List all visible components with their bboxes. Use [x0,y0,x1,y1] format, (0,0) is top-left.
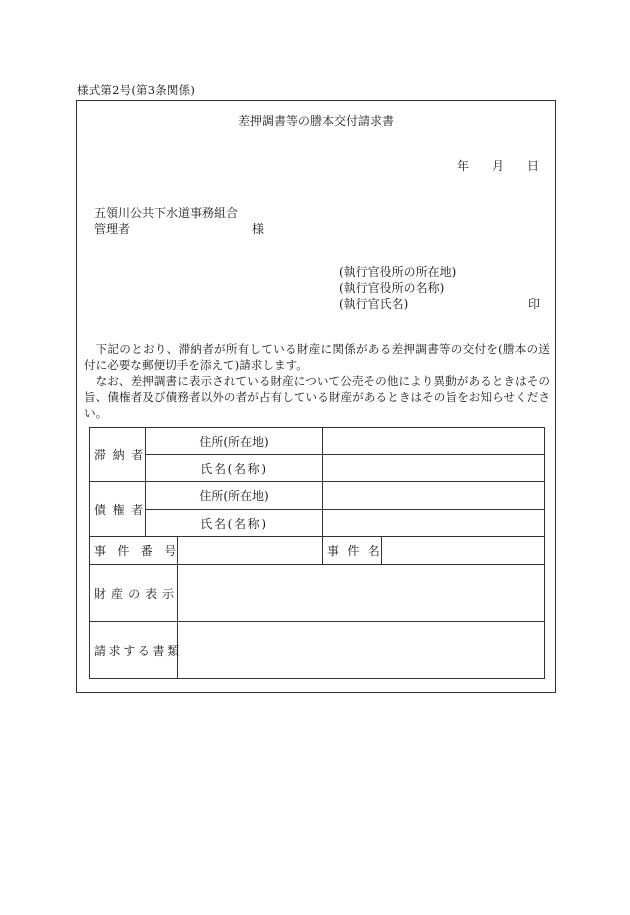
addressee-block [94,205,264,237]
delinquent-label: 滞納者 [90,428,146,482]
requested-documents-field[interactable] [178,622,545,679]
case-name-field[interactable] [382,537,545,565]
delinquent-name-label: 氏名(名称) [146,455,323,482]
creditor-address-field[interactable] [323,482,545,510]
form-number-label: 様式第2号(第3条関係) [77,83,196,97]
request-form-frame [76,100,556,693]
addressee-honorific: 様 [251,222,264,236]
case-number-label: 事件番号 [90,537,178,565]
table-row [90,565,545,622]
date-month-label: 月 [491,159,504,173]
delinquent-address-label: 住所(所在地) [146,428,323,455]
body-paragraph-2: なお、差押調書に表示されている財産について公売その他により異動があるときはその旨、債権者及び債務者以外の者が占有している財産があるときはその旨をお知らせください。 [84,374,550,420]
creditor-name-field[interactable] [323,510,545,537]
table-row [90,455,545,482]
date-line [457,157,539,174]
sender-office-name: (執行官役所の名称) [339,281,445,295]
addressee-manager-label: 管理者 [94,222,131,236]
property-display-field[interactable] [178,565,545,622]
table-row [90,510,545,537]
creditor-name-label: 氏名(名称) [146,510,323,537]
case-name-label: 事件名 [323,537,382,565]
sender-officer-line [339,296,540,312]
date-year-label: 年 [457,159,470,173]
sender-block [339,264,540,312]
table-row [90,428,545,455]
table-row [90,482,545,510]
seal-mark: 印 [527,297,540,311]
property-display-label: 財産の表示 [90,565,178,622]
date-day-label: 日 [526,159,539,173]
body-paragraph-1: 下記のとおり、滞納者が所有している財産に関係がある差押調書等の交付を(謄本の送付に必要な郵便切手を添えて)請求します。 [84,342,550,372]
delinquent-name-field[interactable] [323,455,545,482]
sender-officer-name: (執行官氏名) [339,297,409,311]
addressee-organization: 五領川公共下水道事務組合 [94,206,239,220]
creditor-address-label: 住所(所在地) [146,482,323,510]
creditor-label: 債権者 [90,482,146,537]
sender-office-address: (執行官役所の所在地) [339,265,457,279]
case-number-field[interactable] [178,537,323,565]
delinquent-address-field[interactable] [323,428,545,455]
request-details-table [89,427,545,679]
table-row [90,622,545,679]
request-body-text [84,341,550,421]
document-title: 差押調書等の謄本交付請求書 [237,114,394,128]
addressee-manager-line [94,221,264,237]
table-row [90,537,545,565]
requested-documents-label: 請求する書類 [90,622,178,679]
